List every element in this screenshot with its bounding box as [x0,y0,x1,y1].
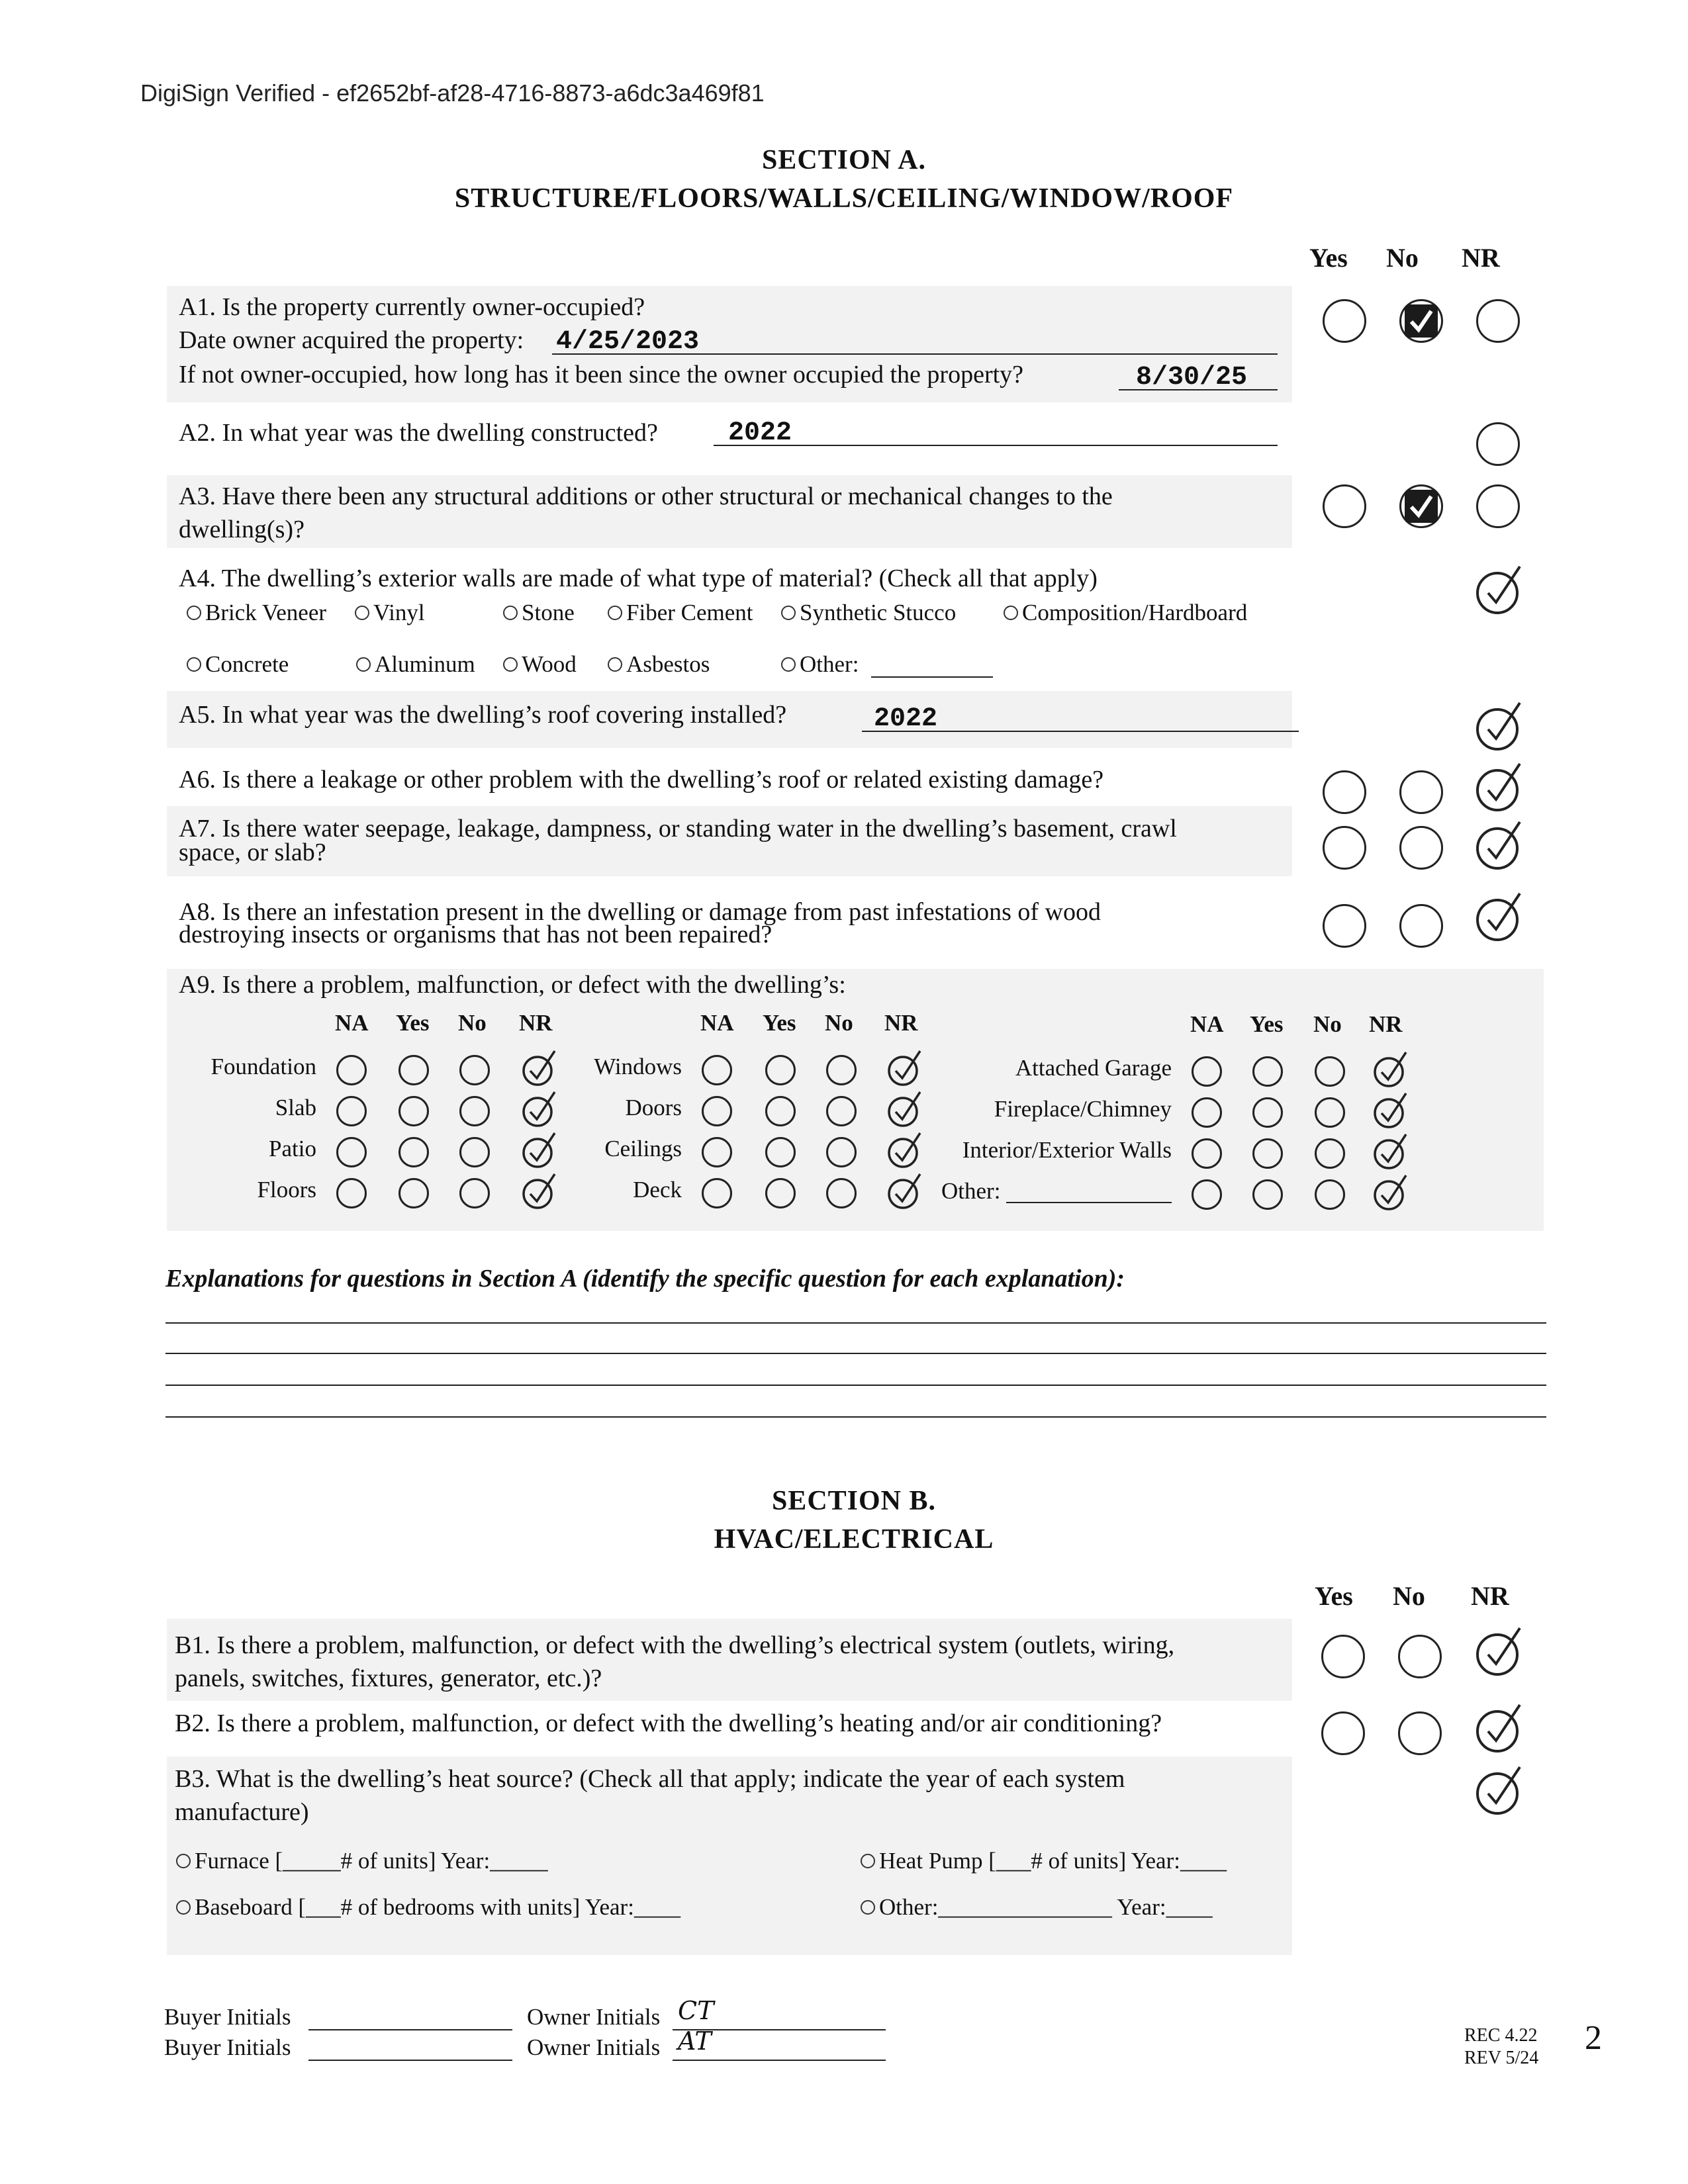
a6-yes-radio[interactable] [1323,770,1366,814]
a4-option-synthetic-stucco[interactable]: Synthetic Stucco [781,598,956,627]
a9-radio[interactable] [459,1178,490,1208]
a9-radio[interactable] [1252,1056,1283,1087]
col-no-header: No [1386,243,1419,273]
a9-radio[interactable] [702,1137,732,1167]
a9-label-other: Other: [941,1178,1001,1204]
a4-option-composition[interactable]: Composition/Hardboard [1004,598,1247,627]
section-a-title: SECTION A. [761,145,927,175]
owner-initials-signature-2: AT [678,2026,712,2056]
a9-radio[interactable] [1192,1138,1222,1169]
a9-nr-check-icon[interactable] [1372,1050,1411,1089]
a7-question-line1: A7. Is there water seepage, leakage, dampness, or standing water in the dwelling’s basement, crawl [179,815,1177,842]
a9-radio[interactable] [826,1137,857,1167]
a9-radio[interactable] [765,1137,796,1167]
a9-g2-col-nr: NR [884,1010,918,1036]
a9-nr-check-icon[interactable] [886,1048,925,1088]
a9-radio[interactable] [1192,1056,1222,1087]
a9-g3-col-na: NA [1190,1011,1224,1037]
a1-since-value[interactable]: 8/30/25 [1136,363,1248,392]
b3-question-line2: manufacture) [175,1798,309,1826]
a9-label-slab: Slab [275,1095,316,1120]
a2-nr-radio[interactable] [1476,422,1520,466]
a9-label-ceilings: Ceilings [604,1136,682,1161]
owner-initials-label-1: Owner Initials [527,2004,661,2030]
a1-no-checkbox-icon [1402,302,1440,340]
b2-yes-radio[interactable] [1321,1711,1365,1755]
a9-radio[interactable] [336,1137,367,1167]
a6-no-radio[interactable] [1399,770,1443,814]
a9-radio[interactable] [336,1096,367,1126]
form-code: REC 4.22 [1464,2025,1538,2046]
buyer-initials-label-2: Buyer Initials [164,2034,291,2060]
b1-yes-radio[interactable] [1321,1635,1365,1678]
col-nr-header: NR [1462,243,1500,273]
a9-label-floors: Floors [257,1177,316,1203]
a9-label-fireplace: Fireplace/Chimney [994,1096,1172,1122]
a9-radio[interactable] [1192,1179,1222,1210]
explanation-line[interactable] [165,1353,1546,1354]
a2-question: A2. In what year was the dwelling constructed? [179,419,658,447]
a9-radio[interactable] [399,1137,429,1167]
a9-radio[interactable] [1315,1179,1345,1210]
a9-g1-col-nr: NR [519,1010,553,1036]
a4-question: A4. The dwelling’s exterior walls are made of what type of material? (Check all that apply) [179,565,1098,592]
b3-option-heat-pump[interactable]: Heat Pump [___# of units] Year:____ [861,1846,1227,1876]
a9-label-interior-exterior-walls: Interior/Exterior Walls [962,1137,1172,1163]
a9-nr-check-icon[interactable] [886,1171,925,1211]
a9-radio[interactable] [459,1055,490,1085]
b1-nr-check-icon[interactable] [1474,1624,1529,1680]
b3-option-other[interactable]: Other:_______________ Year:____ [861,1893,1213,1922]
explanation-line[interactable] [165,1322,1546,1324]
b2-no-radio[interactable] [1398,1711,1442,1755]
b-col-no-header: No [1393,1581,1425,1611]
a9-g2-col-no: No [825,1010,853,1036]
a9-radio[interactable] [826,1178,857,1208]
a7-question-line2: space, or slab? [179,839,326,866]
a9-nr-check-icon[interactable] [1372,1132,1411,1171]
a9-nr-check-icon[interactable] [520,1048,560,1088]
a9-radio[interactable] [1315,1138,1345,1169]
form-revision: REV 5/24 [1464,2048,1539,2068]
a9-radio[interactable] [1315,1097,1345,1128]
a3-question-line1: A3. Have there been any structural additions or other structural or mechanical changes to the [179,482,1113,510]
section-b-title: SECTION B. [771,1486,937,1516]
a8-question-line2: destroying insects or organisms that has not been repaired? [179,921,773,948]
a9-label-patio: Patio [269,1136,316,1161]
a9-radio[interactable] [1252,1138,1283,1169]
owner-initials-field-2[interactable] [673,2060,886,2061]
b1-no-radio[interactable] [1398,1635,1442,1678]
explanation-line[interactable] [165,1385,1546,1386]
a9-radio[interactable] [1192,1097,1222,1128]
a9-label-deck: Deck [633,1177,682,1203]
b-col-yes-header: Yes [1315,1581,1353,1611]
explanation-line[interactable] [165,1416,1546,1418]
a9-radio[interactable] [1252,1097,1283,1128]
a9-radio[interactable] [336,1055,367,1085]
a7-no-radio[interactable] [1399,826,1443,870]
a3-nr-radio[interactable] [1476,484,1520,528]
a9-label-doors: Doors [625,1095,682,1120]
b2-question: B2. Is there a problem, malfunction, or defect with the dwelling’s heating and/or air conditioning? [175,1709,1162,1737]
a9-radio[interactable] [826,1055,857,1085]
verification-stamp: DigiSign Verified - ef2652bf-af28-4716-8873-a6dc3a469f81 [140,79,765,107]
a4-option-other[interactable]: Other: [781,650,859,679]
a5-nr-check-icon[interactable] [1474,699,1529,754]
a9-g2-col-yes: Yes [763,1010,796,1036]
a6-question: A6. Is there a leakage or other problem with the dwelling’s roof or related existing damage? [179,766,1104,794]
a9-label-attached-garage: Attached Garage [1015,1055,1172,1081]
owner-initials-signature-1: CT [678,1996,714,2025]
a1-nr-radio[interactable] [1476,299,1520,343]
a9-g1-col-na: NA [335,1010,369,1036]
a5-value[interactable]: 2022 [874,704,938,734]
a9-nr-check-icon[interactable] [1372,1091,1411,1130]
a4-option-vinyl[interactable]: Vinyl [355,598,425,627]
a9-nr-check-icon[interactable] [520,1130,560,1170]
b-col-nr-header: NR [1471,1581,1509,1611]
a9-label-windows: Windows [594,1054,682,1079]
a9-nr-check-icon[interactable] [520,1171,560,1211]
a4-option-wood[interactable]: Wood [503,650,577,679]
a9-radio[interactable] [399,1178,429,1208]
a4-option-asbestos[interactable]: Asbestos [608,650,710,679]
a9-radio[interactable] [399,1055,429,1085]
b3-option-furnace[interactable]: Furnace [_____# of units] Year:_____ [176,1846,548,1876]
b3-question-line1: B3. What is the dwelling’s heat source? (Check all that apply; indicate the year of each system [175,1765,1125,1793]
a7-nr-check-icon[interactable] [1474,818,1529,874]
a3-yes-radio[interactable] [1323,484,1366,528]
a9-radio[interactable] [702,1096,732,1126]
col-yes-header: Yes [1309,243,1348,273]
a9-radio[interactable] [459,1096,490,1126]
a9-nr-check-icon[interactable] [886,1089,925,1129]
a5-question: A5. In what year was the dwelling’s roof covering installed? [179,701,787,729]
a9-g1-col-no: No [458,1010,487,1036]
buyer-initials-field-2[interactable] [308,2060,512,2061]
a1-since-label: If not owner-occupied, how long has it been since the owner occupied the property? [179,361,1024,388]
a6-nr-check-icon[interactable] [1474,760,1529,815]
a9-radio[interactable] [765,1055,796,1085]
a2-value[interactable]: 2022 [728,418,792,448]
buyer-initials-field-1[interactable] [308,2029,512,2030]
a9-radio[interactable] [1252,1179,1283,1210]
a9-g3-col-no: No [1313,1011,1342,1037]
a4-option-aluminum[interactable]: Aluminum [356,650,475,679]
a9-radio[interactable] [399,1096,429,1126]
a9-label-foundation: Foundation [211,1054,316,1079]
b1-question-line1: B1. Is there a problem, malfunction, or defect with the dwelling’s electrical system (outlets, wiring, [175,1631,1175,1659]
a8-question-line1: A8. Is there an infestation present in the dwelling or damage from past infestations of wood [179,898,1101,926]
a9-g3-col-nr: NR [1369,1011,1403,1037]
b3-option-baseboard[interactable]: Baseboard [___# of bedrooms with units] Year:____ [176,1893,680,1922]
a8-nr-check-icon[interactable] [1474,889,1529,945]
a9-g1-col-yes: Yes [396,1010,430,1036]
b3-nr-check-icon[interactable] [1474,1763,1529,1819]
a4-option-concrete[interactable]: Concrete [187,650,289,679]
a4-option-stone[interactable]: Stone [503,598,575,627]
a9-radio[interactable] [765,1178,796,1208]
a9-radio[interactable] [826,1096,857,1126]
a9-nr-check-icon[interactable] [1372,1173,1411,1212]
b2-nr-check-icon[interactable] [1474,1701,1529,1756]
a9-radio[interactable] [702,1178,732,1208]
a9-nr-check-icon[interactable] [886,1130,925,1170]
a9-question: A9. Is there a problem, malfunction, or defect with the dwelling’s: [179,971,846,999]
a9-radio[interactable] [702,1055,732,1085]
a4-option-brick[interactable]: Brick Veneer [187,598,326,627]
section-b-subtitle: HVAC/ELECTRICAL [714,1524,994,1555]
a8-yes-radio[interactable] [1323,904,1366,948]
a1-date-label: Date owner acquired the property: [179,326,524,354]
a9-g3-col-yes: Yes [1250,1011,1284,1037]
a7-yes-radio[interactable] [1323,826,1366,870]
buyer-initials-label-1: Buyer Initials [164,2004,291,2030]
a3-question-line2: dwelling(s)? [179,516,305,543]
a9-g2-col-na: NA [700,1010,734,1036]
section-a-subtitle: STRUCTURE/FLOORS/WALLS/CEILING/WINDOW/ROOF [454,183,1234,214]
a9-radio[interactable] [459,1137,490,1167]
owner-initials-label-2: Owner Initials [527,2034,661,2060]
page-number: 2 [1585,2019,1602,2057]
a1-yes-radio[interactable] [1323,299,1366,343]
a9-radio[interactable] [336,1178,367,1208]
a1-date-value[interactable]: 4/25/2023 [556,327,700,357]
a4-nr-check-icon[interactable] [1474,563,1529,618]
section-a-explanations-label: Explanations for questions in Section A (identify the specific question for each explanation): [165,1265,1125,1293]
a9-radio[interactable] [765,1096,796,1126]
a9-radio[interactable] [1315,1056,1345,1087]
a8-no-radio[interactable] [1399,904,1443,948]
a9-nr-check-icon[interactable] [520,1089,560,1129]
a4-option-fiber-cement[interactable]: Fiber Cement [608,598,753,627]
a1-question: A1. Is the property currently owner-occupied? [179,293,645,321]
a3-no-checkbox-icon [1402,487,1440,525]
b1-question-line2: panels, switches, fixtures, generator, etc.)? [175,1664,602,1692]
